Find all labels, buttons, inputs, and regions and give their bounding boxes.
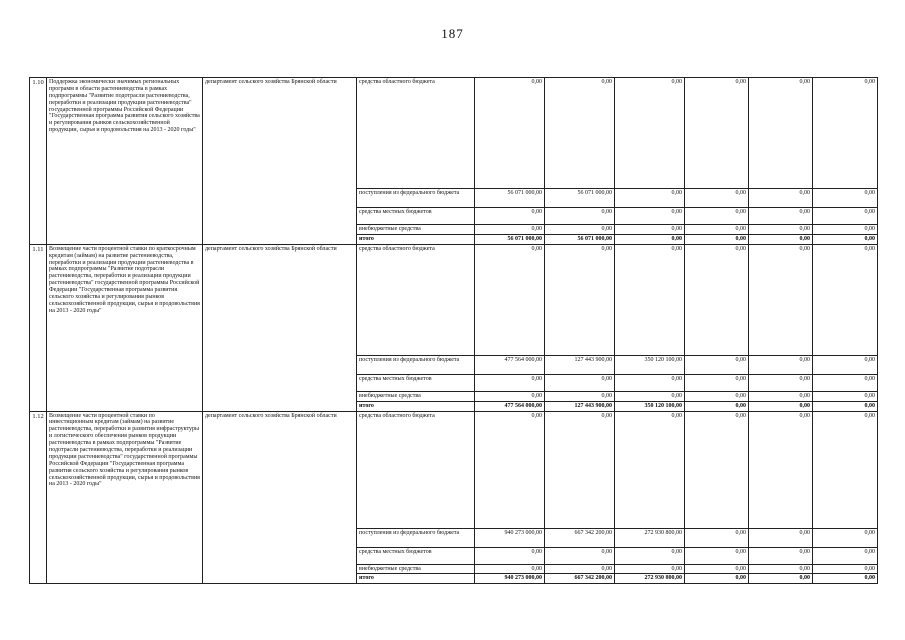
amount-cell: 0,00 [475, 374, 545, 391]
measure-description: Поддержка экономически значимых региональных программ в области растениеводства в рамках подпрограммы "Развитие подотрасли растениеводства, переработки и реализации продукции растениеводства" государственной программы Российской Федерации "Государственная программа развития сельского хозяйства и регулирования рынков сельскохозяйственной продукции, сырья и продовольствия на 2013 - 2020 годы" [47, 78, 203, 245]
amount-cell: 0,00 [685, 208, 749, 225]
amount-cell: 56 071 000,00 [475, 234, 545, 244]
amount-cell: 0,00 [685, 391, 749, 401]
amount-cell: 0,00 [813, 564, 878, 574]
funding-source: поступления из федерального бюджета [357, 528, 475, 547]
amount-cell: 0,00 [615, 564, 685, 574]
amount-cell: 56 071 000,00 [475, 189, 545, 208]
amount-cell: 127 443 900,00 [545, 401, 615, 411]
amount-cell: 0,00 [545, 564, 615, 574]
funding-source: средства областного бюджета [357, 244, 475, 355]
amount-cell: 0,00 [615, 78, 685, 189]
amount-cell: 0,00 [813, 374, 878, 391]
amount-cell: 0,00 [615, 411, 685, 528]
table-row [30, 244, 878, 355]
amount-cell: 0,00 [685, 78, 749, 189]
funding-source: средства областного бюджета [357, 78, 475, 189]
amount-cell: 0,00 [685, 574, 749, 584]
amount-cell: 0,00 [813, 401, 878, 411]
amount-cell: 0,00 [475, 547, 545, 564]
amount-cell: 0,00 [749, 189, 813, 208]
row-number: 1.12 [30, 411, 47, 584]
table-row [30, 411, 878, 528]
funding-source: внебюджетные средства [357, 391, 475, 401]
amount-cell: 0,00 [615, 244, 685, 355]
amount-cell: 0,00 [749, 401, 813, 411]
amount-cell: 0,00 [749, 574, 813, 584]
table-row [30, 78, 878, 189]
amount-cell: 667 342 200,00 [545, 528, 615, 547]
amount-cell: 0,00 [813, 547, 878, 564]
amount-cell: 0,00 [749, 208, 813, 225]
amount-cell: 0,00 [685, 401, 749, 411]
amount-cell: 0,00 [749, 78, 813, 189]
funding-source: внебюджетные средства [357, 564, 475, 574]
budget-table-body [30, 78, 878, 584]
amount-cell: 477 564 000,00 [475, 355, 545, 374]
amount-cell: 0,00 [685, 244, 749, 355]
executor: департамент сельского хозяйства Брянской области [203, 411, 357, 584]
amount-cell: 0,00 [475, 411, 545, 528]
amount-cell: 350 120 100,00 [615, 355, 685, 374]
amount-cell: 0,00 [685, 528, 749, 547]
amount-cell: 0,00 [749, 547, 813, 564]
amount-cell: 0,00 [749, 244, 813, 355]
amount-cell: 0,00 [749, 528, 813, 547]
funding-source: итого [357, 234, 475, 244]
funding-source: поступления из федерального бюджета [357, 355, 475, 374]
amount-cell: 0,00 [615, 391, 685, 401]
amount-cell: 0,00 [685, 355, 749, 374]
amount-cell: 0,00 [813, 411, 878, 528]
amount-cell: 272 930 800,00 [615, 528, 685, 547]
amount-cell: 0,00 [813, 244, 878, 355]
amount-cell: 0,00 [545, 411, 615, 528]
amount-cell: 0,00 [749, 225, 813, 235]
amount-cell: 0,00 [475, 564, 545, 574]
amount-cell: 0,00 [615, 225, 685, 235]
funding-source: средства местных бюджетов [357, 547, 475, 564]
amount-cell: 0,00 [813, 355, 878, 374]
amount-cell: 0,00 [685, 374, 749, 391]
amount-cell: 0,00 [475, 208, 545, 225]
amount-cell: 0,00 [615, 374, 685, 391]
funding-source: внебюджетные средства [357, 225, 475, 235]
amount-cell: 0,00 [749, 411, 813, 528]
amount-cell: 0,00 [615, 547, 685, 564]
amount-cell: 0,00 [615, 189, 685, 208]
amount-cell: 667 342 200,00 [545, 574, 615, 584]
funding-source: средства местных бюджетов [357, 208, 475, 225]
amount-cell: 0,00 [813, 574, 878, 584]
amount-cell: 0,00 [475, 391, 545, 401]
row-number: 1.11 [30, 244, 47, 411]
amount-cell: 0,00 [545, 78, 615, 189]
amount-cell: 0,00 [545, 374, 615, 391]
amount-cell: 477 564 000,00 [475, 401, 545, 411]
amount-cell: 0,00 [475, 225, 545, 235]
amount-cell: 0,00 [749, 234, 813, 244]
amount-cell: 940 273 000,00 [475, 528, 545, 547]
page-number: 187 [441, 26, 464, 41]
amount-cell: 56 071 000,00 [545, 234, 615, 244]
budget-table [29, 77, 878, 584]
amount-cell: 0,00 [615, 208, 685, 225]
amount-cell: 127 443 900,00 [545, 355, 615, 374]
amount-cell: 0,00 [685, 564, 749, 574]
amount-cell: 0,00 [545, 244, 615, 355]
amount-cell: 0,00 [475, 244, 545, 355]
amount-cell: 0,00 [749, 374, 813, 391]
funding-source: средства областного бюджета [357, 411, 475, 528]
funding-source: поступления из федерального бюджета [357, 189, 475, 208]
amount-cell: 0,00 [475, 78, 545, 189]
funding-source: итого [357, 401, 475, 411]
amount-cell: 0,00 [685, 411, 749, 528]
amount-cell: 0,00 [813, 391, 878, 401]
amount-cell: 0,00 [545, 391, 615, 401]
amount-cell: 0,00 [813, 225, 878, 235]
amount-cell: 0,00 [545, 225, 615, 235]
funding-source: средства местных бюджетов [357, 374, 475, 391]
executor: департамент сельского хозяйства Брянской области [203, 78, 357, 245]
amount-cell: 0,00 [749, 355, 813, 374]
executor: департамент сельского хозяйства Брянской области [203, 244, 357, 411]
amount-cell: 0,00 [615, 234, 685, 244]
measure-description: Возмещение части процентной ставки по краткосрочным кредитам (займам) на развитие растениеводства, переработки и реализации продукции растениеводства в рамках подпрограммы "Развитие подотрасли растениеводства, переработки и реализации продукции растениеводства" государственной программы Российской Федерации "Государственная программа развития сельского хозяйства и регулирования рынков сельскохозяйственной продукции, сырья и продовольствия на 2013 - 2020 годы" [47, 244, 203, 411]
amount-cell: 0,00 [813, 78, 878, 189]
amount-cell: 0,00 [685, 234, 749, 244]
amount-cell: 0,00 [813, 208, 878, 225]
amount-cell: 0,00 [545, 208, 615, 225]
amount-cell: 272 930 800,00 [615, 574, 685, 584]
amount-cell: 0,00 [813, 189, 878, 208]
amount-cell: 350 120 100,00 [615, 401, 685, 411]
amount-cell: 0,00 [813, 234, 878, 244]
amount-cell: 0,00 [685, 547, 749, 564]
amount-cell: 0,00 [545, 547, 615, 564]
funding-source: итого [357, 574, 475, 584]
amount-cell: 0,00 [749, 564, 813, 574]
amount-cell: 0,00 [685, 225, 749, 235]
amount-cell: 940 273 000,00 [475, 574, 545, 584]
row-number: 1.10 [30, 78, 47, 245]
amount-cell: 0,00 [813, 528, 878, 547]
measure-description: Возмещение части процентной ставки по инвестиционным кредитам (займам) на развитие растениеводства, переработки и развития инфраструктуры и логистического обеспечения рынков продукции растениеводства в рамках подпрограммы "Развитие подотрасли растениеводства, переработки и реализации продукции растениеводства" государственной программы Российской Федерации "Государственная программа развития сельского хозяйства и регулирования рынков сельскохозяйственной продукции, сырья и продовольствия на 2013 - 2020 годы" [47, 411, 203, 584]
amount-cell: 0,00 [749, 391, 813, 401]
amount-cell: 56 071 000,00 [545, 189, 615, 208]
amount-cell: 0,00 [685, 189, 749, 208]
